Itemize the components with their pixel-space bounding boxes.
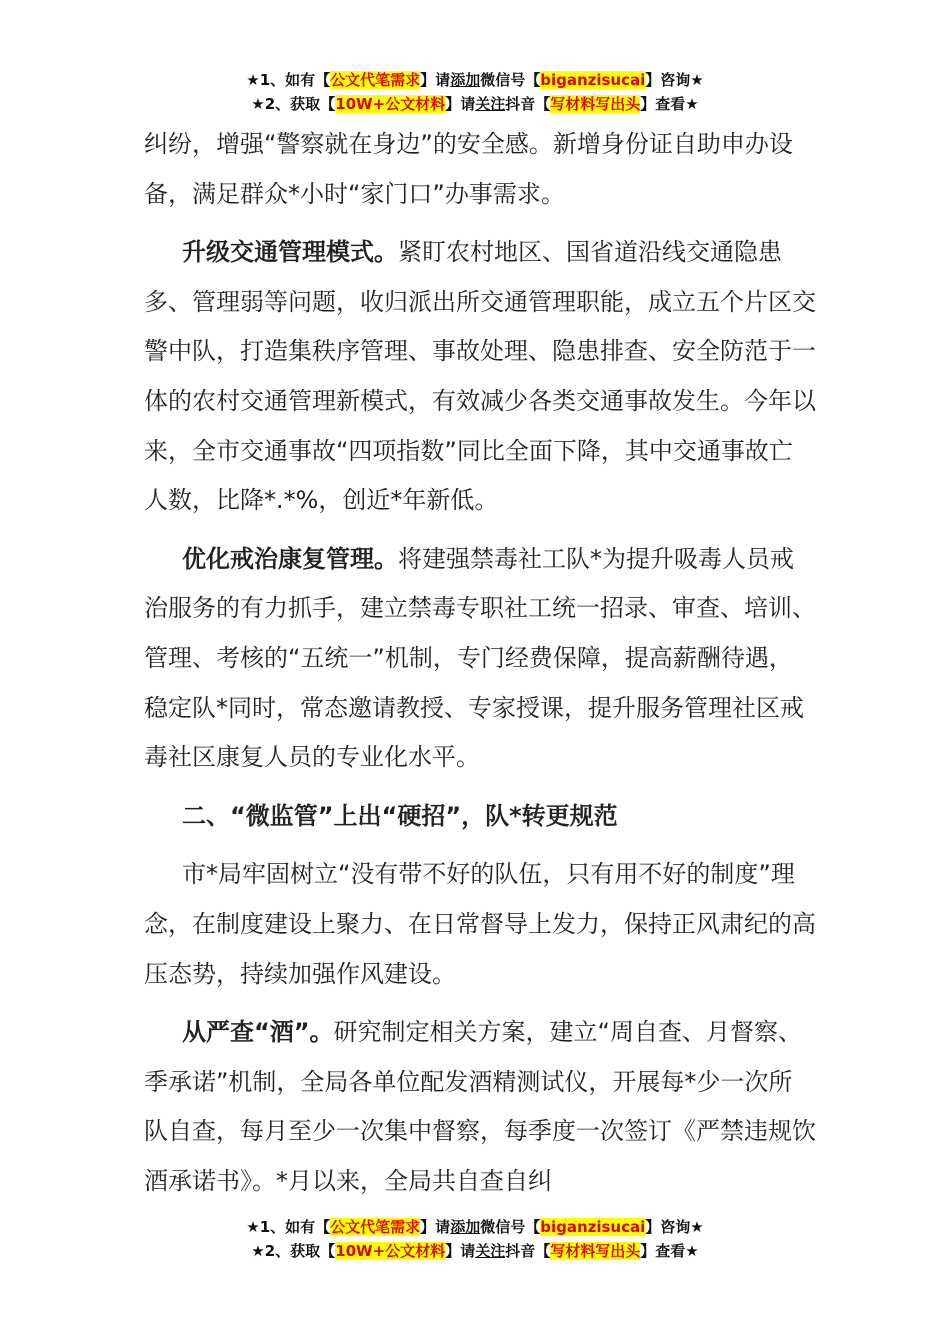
banner-line-2 <box>0 92 950 116</box>
banner-highlight: 公文代笔需求 <box>330 71 421 89</box>
banner-text: ★2、获取【 <box>251 1242 336 1260</box>
banner-text: 抖音【 <box>505 1242 551 1260</box>
banner-text: 微信号【 <box>480 71 541 89</box>
banner-highlight: biganzisucai <box>540 71 646 89</box>
banner-text: 】请 <box>445 95 476 113</box>
banner-highlight: 写材料写出头 <box>550 95 641 113</box>
banner-text: ★1、如有【 <box>246 1218 331 1236</box>
banner-text: 】请 <box>420 71 451 89</box>
document-body <box>144 120 816 1215</box>
paragraph-text: 将建强禁毒社工队*为提升吸毒人员戒治服务的有力抓手，建立禁毒专职社工统一招录、审查、培训、管理、考核的“五统一”机制，专门经费保障，提高薪酬待遇，稳定队*同时，常态邀请教授、专家授课，提升服务管理社区戒毒社区康复人员的专业化水平。 <box>144 544 816 772</box>
banner-highlight: 公文代笔需求 <box>330 1218 421 1236</box>
paragraph-rehab <box>144 535 816 783</box>
banner-underline: 关注 <box>475 95 506 113</box>
bottom-banner <box>0 1215 950 1263</box>
banner-line-1 <box>0 1215 950 1239</box>
top-banner <box>0 68 950 116</box>
banner-text: 】查看★ <box>640 1242 699 1260</box>
banner-highlight: biganzisucai <box>540 1218 646 1236</box>
banner-text: 】咨询★ <box>645 71 704 89</box>
paragraph-lead: 升级交通管理模式。 <box>182 238 398 267</box>
paragraph-traffic <box>144 228 816 526</box>
paragraph-continuation: 纠纷，增强“警察就在身边”的安全感。新增身份证自助申办设备，满足群众*小时“家门口”办事需求。 <box>144 130 793 208</box>
banner-text: 】请 <box>420 1218 451 1236</box>
banner-underline: 关注 <box>475 1242 506 1260</box>
banner-underline: 添加 <box>450 71 481 89</box>
paragraph-intro: 市*局牢固树立“没有带不好的队伍，只有用不好的制度”理念，在制度建设上聚力、在日常督导上发力，保持正风肃纪的高压态势，持续加强作风建设。 <box>144 860 816 988</box>
banner-text: ★1、如有【 <box>246 71 331 89</box>
paragraph-alcohol <box>144 1008 816 1206</box>
banner-text: 微信号【 <box>480 1218 541 1236</box>
banner-underline: 添加 <box>450 1218 481 1236</box>
paragraph-text: 紧盯农村地区、国省道沿线交通隐患多、管理弱等问题，收归派出所交通管理职能，成立五个片区交警中队，打造集秩序管理、事故处理、隐患排查、安全防范于一体的农村交通管理新模式，有效减少各类交通事故发生。今年以来，全市交通事故“四项指数”同比全面下降，其中交通事故亡人数，比降*.*%，创近*年新低。 <box>144 238 816 515</box>
banner-highlight: 写材料写出头 <box>550 1242 641 1260</box>
banner-text: 】咨询★ <box>645 1218 704 1236</box>
banner-text: ★2、获取【 <box>251 95 336 113</box>
section-heading: 二、“微监管”上出“硬招”，队*转更规范 <box>182 801 618 830</box>
banner-line-2 <box>0 1239 950 1263</box>
banner-highlight: 10W+公文材料 <box>335 1242 446 1260</box>
paragraph-text: 研究制定相关方案，建立“周自查、月督察、季承诺”机制，全局各单位配发酒精测试仪，开展每*少一次所队自查，每月至少一次集中督察，每季度一次签订《严禁违规饮酒承诺书》。*月以来，全局共自查自纠 <box>144 1018 816 1195</box>
paragraph-lead: 优化戒治康复管理。 <box>182 544 398 573</box>
banner-text: 】查看★ <box>640 95 699 113</box>
banner-text: 】请 <box>445 1242 476 1260</box>
banner-highlight: 10W+公文材料 <box>335 95 446 113</box>
paragraph-lead: 从严查“酒”。 <box>182 1018 334 1047</box>
banner-text: 抖音【 <box>505 95 551 113</box>
banner-line-1 <box>0 68 950 92</box>
